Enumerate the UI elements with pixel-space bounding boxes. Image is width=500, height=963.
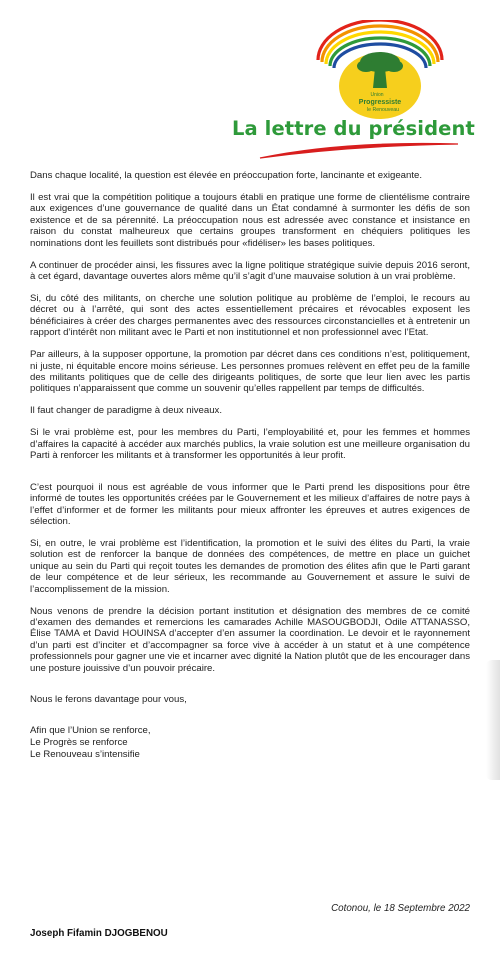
logo-line2: Progressiste	[358, 99, 402, 106]
paragraph: A continuer de procéder ainsi, les fissures avec la ligne politique stratégique suivie depuis 2016 seront, à cet égard, davantage ouvertes alors même qu’il s’agit d’une mauvaise solution à un vrai problème.	[30, 259, 470, 283]
closing-line: Afin que l’Union se renforce,	[30, 725, 151, 737]
letter-title: La lettre du président	[232, 117, 475, 140]
paragraph: Nous venons de prendre la décision portant institution et désignation des membres de ce comité d’examen des demandes et remercions les camarades Achille MASOUGBODJI, Odile ATTANASSO, Élise TAMA et David HOUINSA d’accepter d’en assumer la coordination. Le devoir et le rayonnement d’un parti est d’inciter et d’accompagner sa force vive à accéder à un statut et à une compétence professionnels pour gagner une vie et incarner avec dignité la Nation plutôt que de les encourager dans une posture jouissive d’un pouvoir précaire.	[30, 605, 471, 674]
party-logo	[314, 20, 446, 120]
paragraph: C’est pourquoi il nous est agréable de vous informer que le Parti prend les dispositions pour être informé de toutes les opportunités créées par le Gouvernement et les milieux d’affaires de notre pays à l’effet d’informer et de former les militants pour mieux affronter les épreuves et autres exigences de sélection.	[30, 481, 470, 527]
paragraph: Il est vrai que la compétition politique a toujours établi en pratique une forme de clientélisme contraire aux exigences d’une gouvernance de qualité dans un État condamné à surmonter les défis de son existence et de sa pérennité. La préoccupation nous est adressée avec constance et insistance en raison du constat malheureux que certains groupes transforment en chéquiers politiques les nominations dont les feuillets sont distribués pour «fidéliser» les bases politiques.	[30, 192, 470, 249]
logo-line1: Union	[370, 92, 384, 98]
logo-line3: le Renouveau	[366, 107, 400, 113]
signature-name: Joseph Fifamin DJOGBENOU	[30, 928, 168, 939]
paragraph: Si, en outre, le vrai problème est l’identification, la promotion et le suivi des élites du Parti, la vraie solution est de renforcer la banque de données des compétences, de mettre en place un guichet unique au sein du Parti qui reçoit toutes les demandes de promotion des élites afin que le Parti garant de leur compétence et de leur sérieux, les recommande au Gouvernement et assure le suivi de l’accomplissement de la mission.	[30, 537, 470, 595]
paragraph: Si le vrai problème est, pour les membres du Parti, l’employabilité et, pour les femmes et hommes d’affaires la capacité à accéder aux marchés publics, la vraie solution est une meilleure organisation du Parti à renforcer les militants et à transformer les opportunités à leur profit.	[30, 427, 470, 462]
paragraph: Dans chaque localité, la question est élevée en préoccupation forte, lancinante et exigeante.	[30, 170, 423, 181]
paragraph: Il faut changer de paradigme à deux niveaux.	[30, 405, 223, 417]
closing-lines	[30, 725, 470, 760]
closing-line: Le Progrès se renforce	[30, 736, 128, 748]
closing-line: Le Renouveau s’intensifie	[30, 748, 140, 760]
page-edge-shadow	[486, 660, 500, 780]
paragraph: Si, du côté des militants, on cherche une solution politique au problème de l’emploi, le recours au décret ou à l’arrêté, qui sont des actes essentiellement précaires et révocables exposent les bénéficiaires à créer des charges permanentes avec des ressources circonstancielles et à entretenir un rapport d’intérêt non militant avec le Parti et non institutionnel et non professionnel avec l’Etat.	[30, 293, 470, 339]
red-swoosh-underline	[258, 140, 460, 160]
letter-date: Cotonou, le 18 Septembre 2022	[331, 903, 470, 914]
paragraph: Par ailleurs, à la supposer opportune, la promotion par décret dans ces conditions n’est, politiquement, ni juste, ni équitable encore moins sérieuse. Les personnes promues relèvent en effet peu de la famille des militants politiques que de celle des dirigeants politiques, de sorte que leur lien avec les partis politiques n’apparaissent que comme un souvenir qu’elles rappellent par temps de difficultés.	[30, 349, 470, 395]
paragraph: Nous le ferons davantage pour vous,	[30, 693, 187, 705]
letter-body	[30, 170, 470, 760]
